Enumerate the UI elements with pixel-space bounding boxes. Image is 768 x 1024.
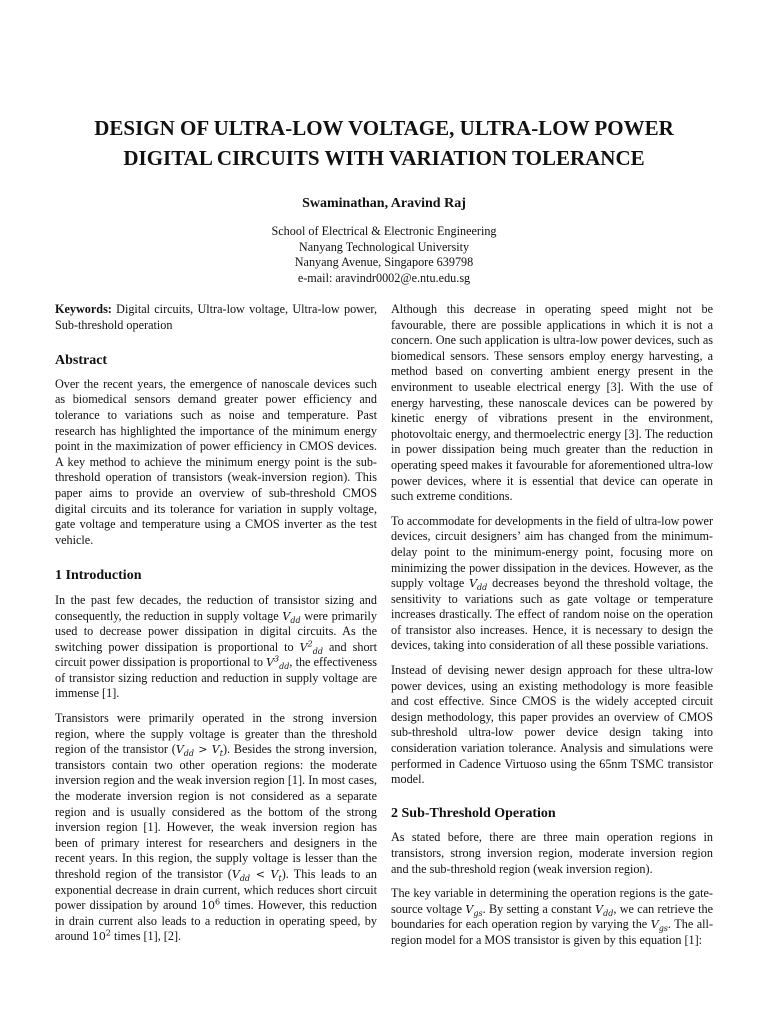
- left-column: [55, 302, 377, 954]
- paper-title: [40, 113, 728, 173]
- ten-squared: $10^2$: [91, 928, 111, 944]
- right-paragraph-1: Although this decrease in operating speed might not be favourable, there are possible applications in which it is not a concern. One such application is ultra-low power devices, such as biomedical sensors. These sensors employ energy harvesting, a method based on converting ambient energy present in the environment to useable electrical energy [3]. With the use of energy harvesting, these nanoscale devices can be powered by kinetic energy of vibrations present in the environment, photovoltaic energy, and thermoelectric energy [3]. The reduction in power dissipation being much greater than the reduction in operating speed makes it favourable for aforementioned ultra-low power devices, where it is essential that device can operate in such extreme conditions.: [391, 302, 713, 504]
- affiliation-address: Nanyang Avenue, Singapore 639798: [294, 255, 474, 270]
- vgs-symbol: $V_{gs}$: [650, 918, 668, 934]
- right-paragraph-2: To accommodate for developments in the field of ultra-low power devices, circuit designers’ aim has changed from the minimum-delay point to the minimum-energy point, focusing more on minimizing the power dissipation in the devices. However, as the supply voltage $V_{dd}$ decreases beyond the threshold voltage, the sensitivity to variations such as gate voltage or temperature increases drastically. The effect of random noise on the operation of transistor also increases. Hence, it is necessary to design the devices, taking into consideration of all these possible variations.: [391, 513, 713, 653]
- introduction-heading: 1 Introduction: [55, 568, 142, 584]
- affiliation-university: Nanyang Technological University: [298, 239, 470, 254]
- ten-to-six: $10^6$: [200, 897, 221, 913]
- intro-paragraph-1: In the past few decades, the reduction of transistor sizing and consequently, the reduction in supply voltage $V_{dd}$ were primarily used to decrease power dissipation in digital circuits. As the switching power dissipation is proportional to $V^2_{dd}$ and short circuit power dissipation is proportional to $V^3_{dd}$, the effectiveness of transistor sizing reduction and reduction in supply voltage are immense [1].: [55, 592, 377, 701]
- right-paragraph-4: As stated before, there are three main operation regions in transistors, strong inversion region, moderate inversion region and the sub-threshold region (weak inversion region).: [391, 830, 713, 876]
- keywords: [55, 302, 377, 333]
- keywords-text: Digital circuits, Ultra-low voltage, Ultra-low power, Sub-threshold operation: [55, 302, 377, 332]
- title-line-1: DESIGN OF ULTRA-LOW VOLTAGE, ULTRA-LOW POWER: [94, 116, 674, 140]
- vdd-gt-vt-expression: $V_{dd} > V_t$: [175, 743, 223, 759]
- vdd-symbol: $V_{dd}$: [282, 609, 301, 625]
- intro-paragraph-2: Transistors were primarily operated in the strong inversion region, where the supply voltage is greater than the threshold region of the transistor $(V_{dd} > V_t)$. Besides the strong inversion, transistors contain two other operation regions: the moderate inversion region and the weak inversion region [1]. In most cases, the moderate inversion region is not considered as a separate region and is usually considered as the bottom of the strong inversion region [1]. However, the weak inversion region has been of primary interest for researchers and designers in the recent years. In this region, the supply voltage is lesser than the threshold region of the transistor $(V_{dd} < V_t)$. This leads to an exponential decrease in drain current, which reduces short circuit power dissipation by around $10^6$ times. However, this reduction in drain current also leads to a reduction in operating speed, by around $10^2$ times [1], [2].: [55, 711, 378, 944]
- vdd-symbol: $V_{dd}$: [595, 902, 614, 918]
- abstract-heading: Abstract: [55, 353, 108, 369]
- right-column: [391, 302, 713, 958]
- author-names: Swaminathan, Aravind Raj: [302, 196, 466, 211]
- title-line-2: DIGITAL CIRCUITS WITH VARIATION TOLERANCE: [123, 146, 645, 170]
- vdd-squared-symbol: $V^2_{dd}$: [299, 639, 323, 656]
- affiliation-block: [0, 224, 768, 286]
- section-2-heading: 2 Sub-Threshold Operation: [391, 805, 556, 821]
- right-paragraph-3: Instead of devising newer design approach for these ultra-low power devices, using an existing methodology is more feasible and cost effective. Since CMOS is the widely accepted circuit design methodology, this paper provides an overview of CMOS sub-threshold ultra-low power device design taking into consideration variation tolerance. Analysis and simulations were performed in Cadence Virtuoso using the 65nm TSMC transistor model.: [391, 663, 713, 787]
- abstract-text: Over the recent years, the emergence of nanoscale devices such as biomedical sensors demand greater power efficiency and tolerance to variations such as noise and temperature. Past research has highlighted the importance of the minimum energy point in the maximization of power efficiency in CMOS devices. A key method to achieve the minimum energy point is the sub-threshold operation of transistors (weak-inversion region). This paper aims to provide an overview of sub-threshold CMOS digital circuits and its tolerance for variation in supply voltage, gate voltage and temperature using a CMOS inverter as the test vehicle.: [55, 376, 377, 547]
- vdd-cubed-symbol: $V^3_{dd}$: [266, 654, 290, 672]
- vdd-symbol: $V_{dd}$: [469, 577, 488, 593]
- affiliation-school: School of Electrical & Electronic Engineering: [271, 224, 497, 238]
- affiliation-email: e-mail: aravindr0002@e.ntu.edu.sg: [297, 270, 471, 285]
- keywords-label: Keywords:: [55, 302, 112, 316]
- vgs-symbol: $V_{gs}$: [465, 902, 483, 918]
- vdd-lt-vt-expression: $V_{dd} < V_t$: [231, 868, 282, 884]
- right-paragraph-5: The key variable in determining the operation regions is the gate-source voltage $V_{gs}$. By setting a constant $V_{dd}$, we can retrieve the boundaries for each operation region by varying the $V_{gs}$. The all-region model for a MOS transistor is given by this equation [1]:: [391, 886, 713, 947]
